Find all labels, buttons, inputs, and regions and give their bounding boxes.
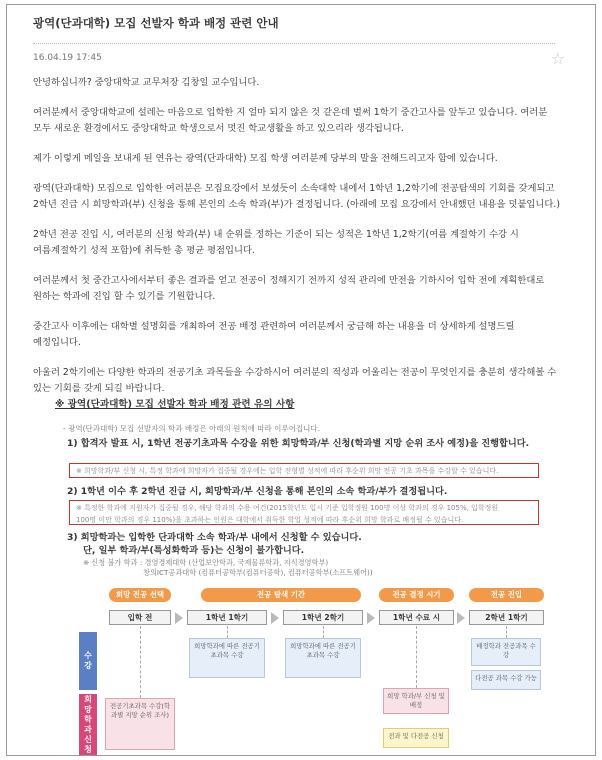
stage-label: 희망 전공 선택 — [109, 588, 171, 602]
connector — [506, 626, 507, 638]
info-card: 배정학과 전공과목 수강 — [471, 638, 541, 666]
guide-item-1: 1) 합격자 발표 시, 1학년 전공기초과목 수강을 위한 희망학과/부 신청(학과별 지망 순위 조사 예정)을 진행합니다. — [67, 438, 530, 449]
connector — [416, 626, 417, 688]
paragraph: 광역(단과대학) 모집으로 입학한 여러분은 모집요강에서 보셨듯이 소속대학 내에서 1학년 1,2학기에 전공탐색의 기회를 갖게되고 2학년 진급 시 희망학과(부) 신청을 통해 본인의 소속 학과(부)가 결정됩니다. (아래에 모집 요강에서 안내했던 내용을 덧붙입니다.) — [33, 183, 560, 210]
guide-item-3: 3) 희망학과는 입학한 단과대학 소속 학과/부 내에서 신청할 수 있습니다. — [67, 532, 362, 543]
email-view — [6, 4, 596, 756]
connector — [323, 626, 324, 638]
stage-label: 전공 진입 — [469, 588, 544, 602]
highlight-box-2 — [69, 500, 539, 525]
timeline-step: 1학년 1학기 — [187, 610, 267, 625]
highlight-text: ※ 특정한 학과에 지원자가 집중될 경우, 해당 학과의 수용 여건(2015학년도 입시 기준 입학정원 100명 이상 학과의 경우 105%, 입학정원 — [76, 504, 499, 512]
info-card: 다전공 과목 수강 가능 — [471, 670, 541, 690]
row-label-course: 수강 — [79, 632, 97, 690]
flow-diagram — [79, 588, 549, 756]
guide-note: ※ 신청 불가 학과 : 경영경제대학 (산업보안학과, 국제물류학과, 지식경영학부) — [83, 558, 329, 567]
connector — [140, 626, 141, 698]
paragraph: 여러분께서 중앙대학교에 설레는 마음으로 입학한 지 얼마 되지 않은 것 같은데 벌써 1학기 중간고사를 앞두고 있습니다. 여러분 모두 새로운 환경에서도 중앙대학교 학생으로서 멋진 학교생활을 하고 있으리라 생각됩니다. — [33, 107, 548, 134]
arrow-right-icon — [367, 612, 375, 624]
info-card: 전과 및 다전공 신청 — [383, 728, 449, 748]
guide-note: 창의ICT공과대학 (컴퓨터공학부(컴퓨터공학), 컴퓨터공학부(소프트웨어)) — [143, 568, 373, 577]
paragraph: 제가 이렇게 메일을 보내게 된 연유는 광역(단과대학) 모집 학생 여러분께 당부의 말을 전해드리고자 함에 있습니다. — [33, 153, 498, 164]
timeline-step: 입학 전 — [109, 610, 171, 625]
paragraph: 여러분께서 첫 중간고사에서부터 좋은 결과를 얻고 전공이 정해지기 전까지 성적 관리에 만전을 기하시어 입학 전에 계획한대로 원하는 학과에 진입 할 수 있기를 기원합니다. — [33, 275, 545, 302]
stage-label: 전공 탐색 기간 — [201, 588, 361, 602]
info-card: 희망학과에 따른 전공기초과목 수강 — [189, 638, 265, 678]
row-label-application: 희망학과신청 — [79, 694, 97, 756]
email-date: 16.04.19 17:45 — [33, 53, 102, 63]
email-body — [33, 75, 561, 413]
arrow-right-icon — [457, 612, 465, 624]
highlight-box-1 — [69, 463, 539, 478]
info-card: 희망 학과/부 신청 및 배정 — [383, 688, 449, 714]
paragraph: 중간고사 이후에는 대학별 설명회를 개최하여 전공 배정 관련하여 여러분께서 궁금해 하는 내용을 더 상세하게 설명드릴 예정입니다. — [33, 321, 515, 348]
email-title: 광역(단과대학) 모집 선발자 학과 배정 관련 안내 — [33, 16, 279, 30]
arrow-right-icon — [175, 612, 183, 624]
paragraph: 2학년 전공 진입 시, 여러분의 신청 학과(부) 내 순위를 정하는 기준이 되는 성적은 1학년 1,2학기(여름 계절학기 수강 시 여름계절학기 성적 포함)에 취득한 총 평균 평점입니다. — [33, 229, 519, 256]
arrow-right-icon — [271, 612, 279, 624]
highlight-text: ※ 희망학과/부 신청 시, 특정 학과에 희망자가 집중될 경우에는 입학 전형별 성적에 따라 후순위 희망 전공 기초 과목을 수강할 수 있습니다. — [76, 467, 499, 475]
paragraph: 안녕하십니까? 중앙대학교 교무처장 김창일 교수입니다. — [33, 77, 260, 88]
paragraph: 아울러 2학기에는 다양한 학과의 전공기초 과목들을 수강하시어 여러분의 적성과 어울리는 전공이 무엇인지를 충분히 생각해볼 수 있는 기회를 갖게 되길 바랍니다. — [33, 367, 557, 394]
timeline-step: 1학년 수료 시 — [379, 610, 454, 625]
notice-heading: ※ 광역(단과대학) 모집 선발자 학과 배정 관련 유의 사항 — [55, 399, 295, 410]
guide-image — [57, 423, 557, 753]
guide-item-2: 2) 1학년 이수 후 2학년 진급 시, 희망학과/부 신청을 통해 본인의 소속 학과/부가 결정됩니다. — [67, 486, 448, 497]
guide-intro: - 광역(단과대학) 모집 선발자의 학과 배정은 아래의 원칙에 따라 이루어집니다. — [63, 424, 320, 433]
guide-item-3b: 단, 일부 학과/부(특성화학과 등)는 신청이 불가합니다. — [83, 545, 305, 556]
star-icon[interactable]: ☆ — [550, 49, 565, 68]
stage-label: 전공 결정 시기 — [379, 588, 454, 602]
timeline-step: 1학년 2학기 — [283, 610, 363, 625]
timeline-step: 2학년 1학기 — [469, 610, 544, 625]
connector — [227, 626, 228, 638]
highlight-text: 100명 미만 학과의 경우 110%)을 초과하는 인원은 대학에서 취득한 학업 성적에 따라 후순위 희망 학과로 배정될 수 있습니다. — [76, 516, 464, 524]
info-card: 희망학과에 따른 전공기초과목 수강 — [285, 638, 361, 678]
info-card: 전공기초과목 수강(학과별 지망 순위 조사) — [105, 698, 175, 750]
divider — [33, 43, 555, 44]
